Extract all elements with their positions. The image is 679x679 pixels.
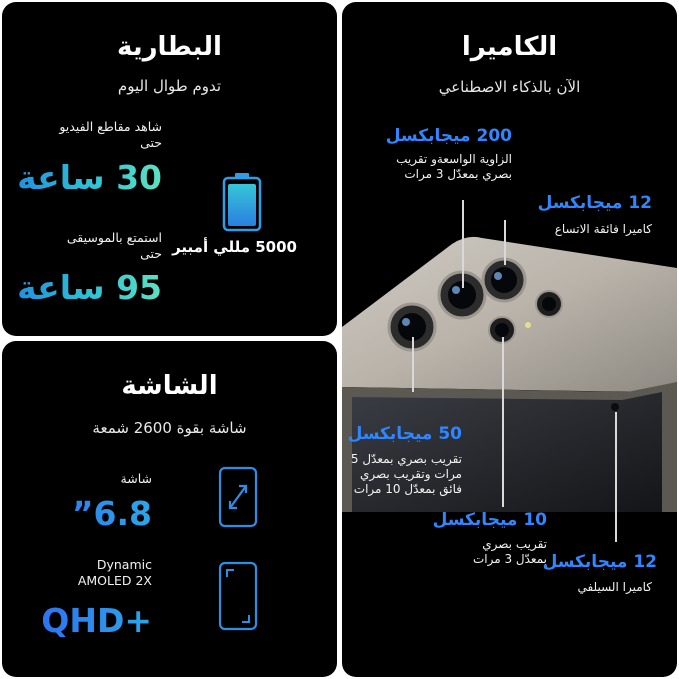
connector-selfie — [615, 412, 617, 542]
phone-outline-icon — [218, 561, 258, 631]
connector-200mp — [462, 200, 464, 288]
camera-subtitle: الآن بالذكاء الاصطناعي — [438, 78, 581, 96]
callout-12mp-ultra-title: 12 ميجابكسل — [537, 193, 652, 213]
callout-10mp-title: 10 ميجابكسل — [432, 510, 547, 530]
screen-subtitle: شاشة بقوة 2600 شمعة — [92, 419, 247, 437]
screen-size-value: 6.8” — [32, 496, 152, 532]
connector-50mp — [412, 337, 414, 392]
connector-12mp-ultra — [504, 220, 506, 265]
callout-50mp-title: 50 ميجابكسل — [347, 424, 462, 444]
screen-panel — [2, 341, 337, 677]
screen-title: الشاشة — [121, 371, 218, 401]
battery-title: البطارية — [117, 32, 222, 62]
screen-size-icon — [218, 466, 258, 528]
video-hours: 30 ساعة — [12, 160, 162, 196]
battery-capacity: 5000 مللي أمبير — [172, 238, 297, 256]
panel-label-dynamic: Dynamic — [96, 557, 152, 572]
callout-200mp-title: 200 ميجابكسل — [385, 126, 512, 146]
callout-200mp-desc: الزاوية الواسعةو تقريب بصري بمعدّل 3 مرات — [396, 152, 512, 181]
callout-10mp-desc: تقريب بصري بمعدّل 3 مرات — [472, 537, 547, 566]
screen-size-label: شاشة — [120, 471, 152, 486]
battery-icon — [222, 172, 262, 232]
panel-label-amoled: AMOLED 2X — [77, 573, 152, 588]
callout-50mp-desc: تقريب بصري بمعدّل 5 مرات وتقريب بصري فائق بمعدّل 10 مرات — [350, 452, 462, 496]
battery-panel — [2, 2, 337, 336]
music-label: استمتع بالموسيقى حتى — [66, 230, 162, 261]
callout-selfie-title: 12 ميجابكسل — [542, 552, 657, 572]
camera-panel — [342, 2, 677, 677]
video-label: شاهد مقاطع الفيديو حتى — [59, 119, 162, 150]
callout-12mp-ultra-desc: كاميرا فائقة الاتساع — [554, 222, 652, 236]
connector-10mp — [502, 337, 504, 507]
battery-subtitle: تدوم طوال اليوم — [117, 77, 222, 95]
music-hours: 95 ساعة — [12, 270, 162, 306]
camera-title: الكاميرا — [461, 32, 558, 62]
callout-selfie-desc: كاميرا السيلفي — [577, 580, 652, 594]
resolution-value: QHD+ — [32, 603, 152, 639]
